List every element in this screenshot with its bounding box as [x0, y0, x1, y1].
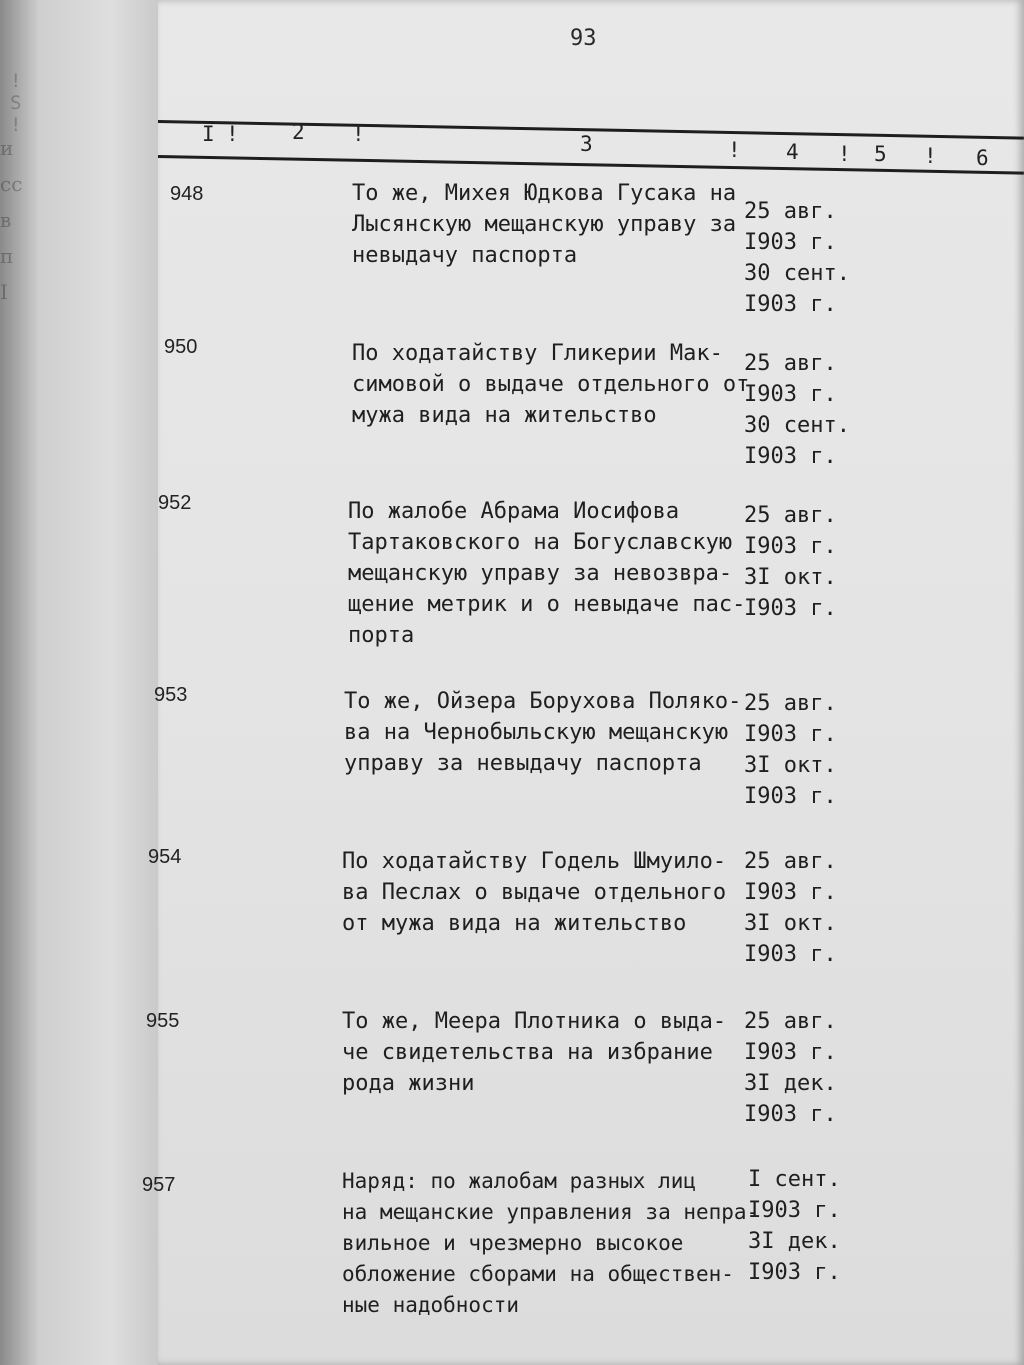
entry-number: 950 — [164, 336, 198, 358]
header-col-6: 6 — [976, 146, 989, 170]
header-separator: ! — [352, 122, 365, 146]
entry-dates: 25 авг. I903 г. 3I окт. I903 г. — [744, 691, 837, 809]
header-separator: ! — [838, 142, 851, 166]
entry-number: 953 — [154, 684, 188, 706]
entry-number: 954 — [148, 846, 182, 868]
entry-number: 957 — [142, 1174, 176, 1196]
entry-description: По жалобе Абрама Иосифова Тартаковского на Богуславскую мещанскую управу за невозвра- щение метрик и о невыдаче пас- порта — [348, 499, 746, 648]
page-number: 93 — [570, 26, 597, 51]
header-separator: ! — [226, 122, 239, 146]
fragment: и — [0, 136, 14, 160]
entry-dates: 25 авг. I903 г. 30 сент. I903 г. — [744, 199, 850, 317]
entry-dates: I сент. I903 г. 3I дек. I903 г. — [748, 1167, 841, 1285]
header-separator: ! — [728, 138, 741, 162]
entry-dates: 25 авг. I903 г. 3I окт. I903 г. — [744, 503, 837, 621]
entry-dates: 25 авг. I903 г. 30 сент. I903 г. — [744, 351, 850, 469]
previous-page-header-marks: ! S ! — [10, 70, 62, 136]
entry-description: Наряд: по жалобам разных лиц на мещанские управления за непра- вильное и чрезмерно высокое обложение сборами на обществен- ные надобности — [342, 1169, 760, 1317]
header-col-1: I — [202, 122, 215, 146]
fragment: в — [0, 208, 12, 232]
previous-page-edge — [0, 0, 158, 1365]
entry-description: По ходатайству Годель Шмуило- ва Песлах о выдаче отдельного от мужа вида на жительство — [342, 849, 727, 936]
entry-number: 948 — [170, 183, 204, 205]
fragment: сс — [0, 172, 23, 196]
entry-dates: 25 авг. I903 г. 3I дек. I903 г. — [744, 1009, 837, 1127]
entry-description: То же, Михея Юдкова Гусака на Лысянскую мещанскую управу за невыдачу паспорта — [352, 181, 737, 268]
entry-number: 952 — [158, 492, 192, 514]
previous-page-text-fragments — [0, 130, 30, 310]
entry-description: То же, Ойзера Борухова Поляко- ва на Чернобыльскую мещанскую управу за невыдачу паспорта — [344, 689, 742, 776]
header-col-2: 2 — [292, 120, 305, 144]
header-col-4: 4 — [786, 140, 799, 164]
fragment: п — [0, 244, 14, 268]
entry-description: По ходатайству Гликерии Мак- симовой о выдаче отдельного от мужа вида на жительство — [352, 341, 750, 428]
header-col-3: 3 — [580, 132, 593, 156]
header-bottom-rule — [158, 155, 1024, 175]
entry-number: 955 — [146, 1010, 180, 1032]
entry-description: То же, Меера Плотника о выда- че свидетельства на избрание рода жизни — [342, 1009, 727, 1096]
header-col-5: 5 — [874, 142, 887, 166]
fragment: I — [0, 280, 8, 304]
header-separator: ! — [924, 144, 937, 168]
document-page — [142, 0, 1024, 1365]
entry-dates: 25 авг. I903 г. 3I окт. I903 г. — [744, 849, 837, 967]
